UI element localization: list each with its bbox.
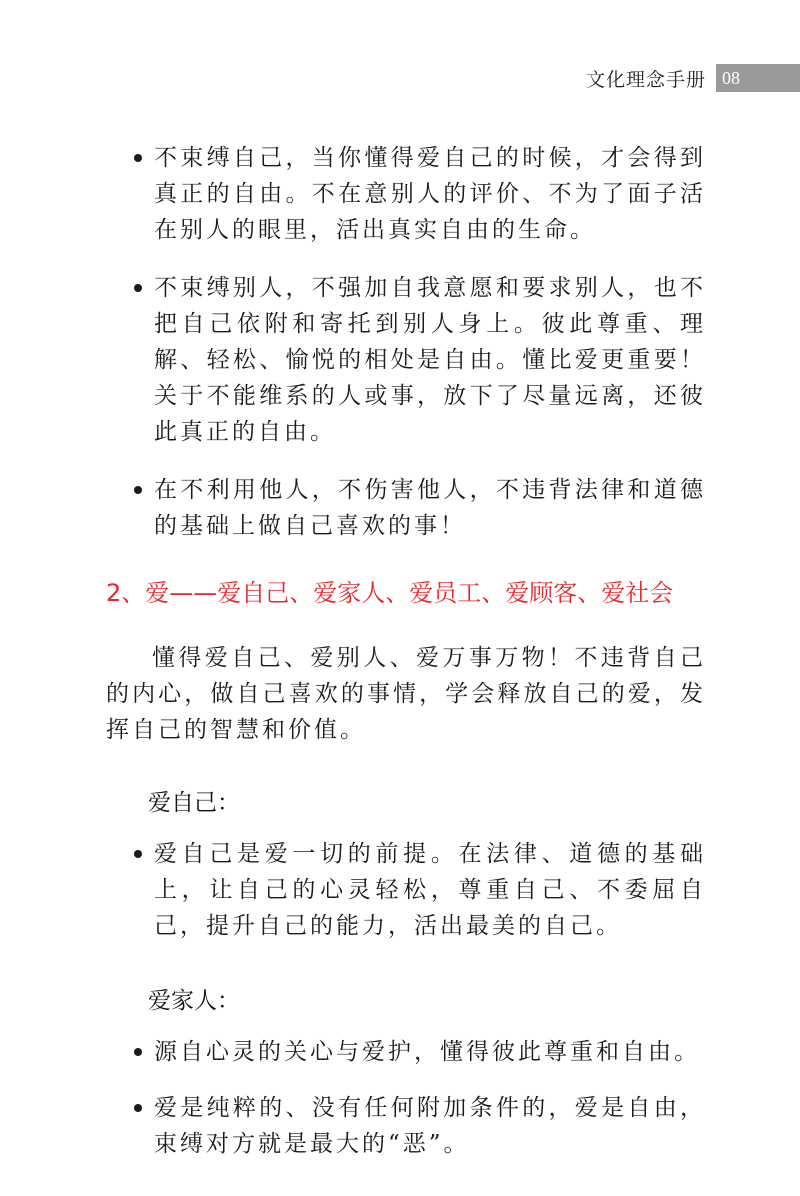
bullet-text: 不束缚别人，不强加自我意愿和要求别人，也不把自己依附和寄托到别人身上。彼此尊重、理解、轻松、愉悦的相处是自由。懂比爱更重要！关于不能维系的人或事，放下了尽量远离，还彼此真正的自由。 <box>154 275 706 445</box>
bullet-text: 爱是纯粹的、没有任何附加条件的，爱是自由，束缚对方就是最大的“恶”。 <box>154 1095 706 1157</box>
bullet-dot-icon <box>134 1048 142 1056</box>
section-title: 2、爱——爱自己、爱家人、爱员工、爱顾客、爱社会 <box>106 579 674 607</box>
bullet-dot-icon <box>134 284 142 292</box>
bullet-dot-icon <box>134 486 142 494</box>
bullet-item <box>106 472 706 544</box>
bullet-text: 源自心灵的关心与爱护，懂得彼此尊重和自由。 <box>154 1039 700 1065</box>
bullet-item <box>106 1034 706 1070</box>
running-title: 文化理念手册 <box>585 68 706 91</box>
sub-heading-love-self: 爱自己： <box>148 790 240 816</box>
page-number: 08 <box>716 64 800 92</box>
bullet-item <box>106 140 706 248</box>
bullet-dot-icon <box>134 1104 142 1112</box>
section-intro: 懂得爱自己、爱别人、爱万事万物！不违背自己的内心，做自己喜欢的事情，学会释放自己的爱，发挥自己的智慧和价值。 <box>106 645 706 743</box>
bullet-dot-icon <box>134 850 142 858</box>
bullet-item <box>106 1090 706 1162</box>
bullet-item <box>106 836 706 944</box>
page-content <box>106 140 706 1162</box>
bullet-text: 在不利用他人，不伤害他人，不违背法律和道德的基础上做自己喜欢的事！ <box>154 477 706 539</box>
bullet-text: 爱自己是爱一切的前提。在法律、道德的基础上，让自己的心灵轻松，尊重自己、不委屈自己，提升自己的能力，活出最美的自己。 <box>154 841 706 939</box>
bullet-item <box>106 270 706 450</box>
bullet-text: 不束缚自己，当你懂得爱自己的时候，才会得到真正的自由。不在意别人的评价、不为了面子活在别人的眼里，活出真实自由的生命。 <box>154 145 706 243</box>
page-header <box>586 64 800 92</box>
sub-heading-love-family: 爱家人： <box>148 988 240 1014</box>
bullet-dot-icon <box>134 154 142 162</box>
